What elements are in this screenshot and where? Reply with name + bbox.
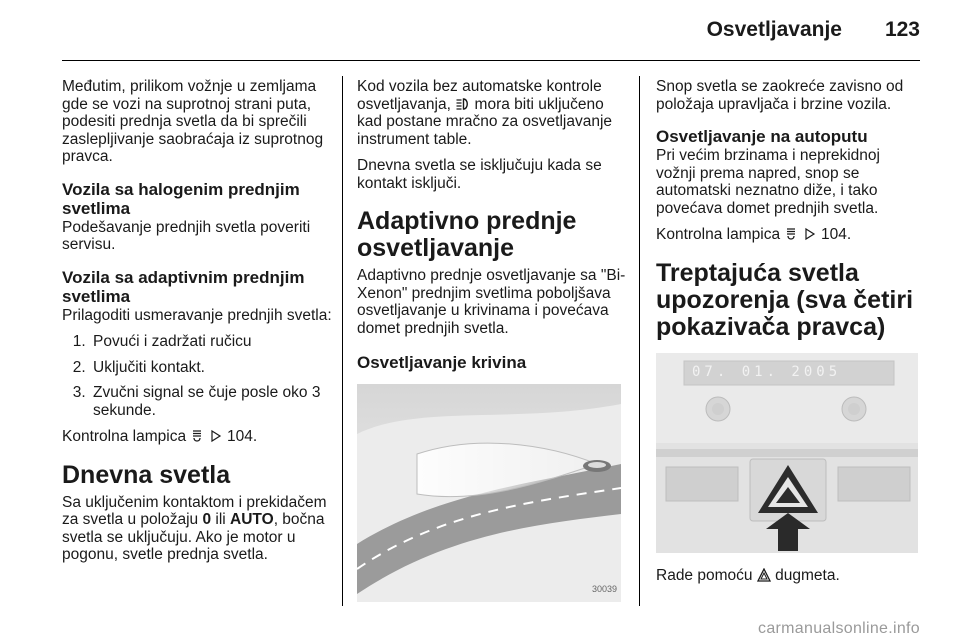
page-title: Osvetljavanje [706, 18, 842, 41]
hazard-panel-drawing [656, 353, 918, 553]
daytime-paragraph [62, 494, 332, 564]
daytime-text-or: ili [215, 511, 226, 528]
adaptive-lighting-paragraph: Adaptivno prednje osvetljavanje sa "Bi-Xenon" prednjim svetlima poboljšava osvetljavanje u krivinama i povećava domet prednjih svetla. [357, 267, 626, 337]
headlight-range-icon [190, 429, 204, 443]
auto-control-paragraph [357, 78, 629, 148]
heading-curve-lighting: Osvetljavanje krivina [357, 353, 527, 372]
halogen-paragraph: Podešavanje prednjih svetla poveriti servisu. [62, 218, 311, 253]
heading-daytime-lights: Dnevna svetla [62, 460, 231, 489]
curve-lighting-illustration [357, 384, 621, 602]
daytime-text-b: , bočna svetla se uključuju. Ako je motor u pogonu, svetle prednja svetla. [62, 511, 325, 563]
adjust-steps-list [62, 333, 332, 419]
adaptive-paragraph: Prilagoditi usmeravanje prednjih svetla: [62, 306, 332, 324]
watermark: carmanualsonline.info [758, 620, 920, 637]
daytime-off-paragraph: Dnevna svetla se isključuju kada se kontakt isključi. [357, 157, 602, 192]
highway-paragraph: Pri većim brzinama i neprekidnoj vožnji prema napred, snop se automatski neznatno diže, i tako povećava domet prednjih svetla. [656, 147, 880, 217]
heading-halogen: Vozila sa halogenim prednjim svetlima [62, 179, 300, 218]
column-3 [656, 78, 920, 593]
page-reference-arrow-icon [803, 227, 817, 241]
page-header [0, 0, 960, 60]
headlight-range-icon [784, 227, 798, 241]
heading-adaptive-lighting: Adaptivno prednje osvetljavanje [357, 207, 577, 262]
daytime-text-a: Sa uključenim kontaktom i prekidačem za svetla u položaju [62, 493, 327, 528]
hazard-usage-paragraph [656, 567, 920, 585]
control-lamp-label: Kontrolna lampica [656, 226, 781, 243]
list-item: 3. Zvučni signal se čuje posle oko 3 sekunde. [90, 384, 332, 419]
page-number: 123 [884, 18, 920, 41]
heading-hazard-lights: Treptajuća svetla upozorenja (sva četiri pokazivača pravca) [656, 258, 914, 341]
column-1 [62, 78, 332, 573]
hazard-text-b: dugmeta. [775, 566, 840, 584]
auto-control-text-b: mora biti uključeno kad postane mračno za osvetljavanje instrument table. [357, 95, 613, 148]
control-lamp-reference [656, 226, 920, 244]
hazard-warning-icon [757, 568, 771, 582]
list-item: 1. Povući i zadržati ručicu [90, 333, 332, 351]
display-readout: 07. 01. 2005 [692, 363, 842, 380]
figure-number: 30039 [591, 583, 617, 594]
list-item: 2. Uključiti kontakt. [90, 359, 332, 377]
column-separator-1 [342, 76, 343, 606]
column-2 [357, 78, 629, 602]
control-lamp-label: Kontrolna lampica [62, 428, 187, 445]
control-lamp-page-ref: 104. [821, 226, 852, 243]
curve-road-drawing [357, 384, 621, 602]
header-rule [62, 60, 920, 61]
beam-swivel-paragraph: Snop svetla se zaokreće zavisno od položaja upravljača i brzine vozila. [656, 78, 904, 113]
hazard-button-illustration [656, 353, 918, 553]
intro-paragraph: Međutim, prilikom vožnje u zemljama gde se vozi na suprotnoj strani puta, podesiti prednja svetla da bi sprečili zaslepljivanje saobraćaja iz suprotnog pravca. [62, 78, 324, 165]
heading-adaptive: Vozila sa adaptivnim prednjim svetlima [62, 267, 305, 306]
switch-position-zero: 0 [202, 511, 212, 528]
heading-highway-lighting: Osvetljavanje na autoputu [656, 127, 868, 146]
control-lamp-reference [62, 428, 332, 446]
page-reference-arrow-icon [209, 429, 223, 443]
control-lamp-page-ref: 104. [227, 428, 258, 445]
switch-position-auto: AUTO [230, 511, 274, 528]
column-separator-2 [639, 76, 640, 606]
low-beam-icon [455, 97, 470, 111]
auto-control-text-a: Kod vozila bez automatske kontrole osvetljavanja, [357, 78, 602, 113]
hazard-text-a: Rade pomoću [656, 566, 753, 584]
